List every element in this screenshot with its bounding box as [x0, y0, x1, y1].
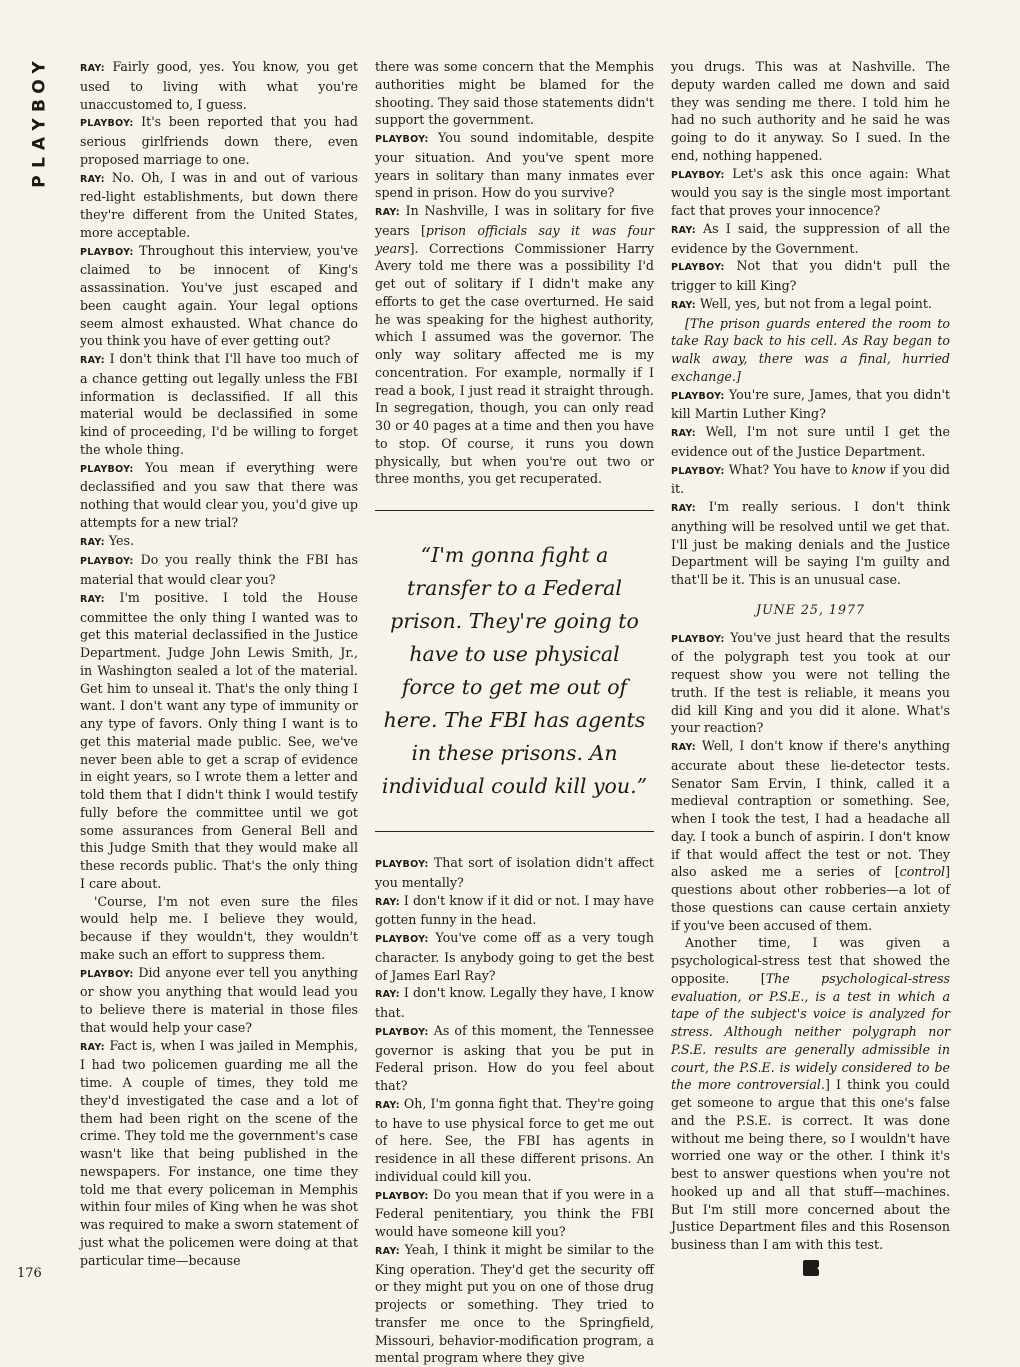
speaker-label: PLAYBOY:	[80, 556, 134, 568]
paragraph-text: if you did it.	[671, 461, 950, 497]
paragraph-text: You're sure, James, that you didn't kill Martin Luther King?	[671, 386, 950, 422]
speaker-label: RAY:	[671, 742, 696, 753]
paragraph	[80, 1037, 358, 1270]
paragraph-text: Let's ask this once again: What would you say is the single most important fact that proves your innocence?	[671, 165, 950, 218]
paragraph	[80, 350, 358, 459]
column-2	[375, 58, 654, 1367]
magazine-name-letter: B	[29, 99, 50, 112]
paragraph-text: ]. Corrections Commissioner Harry Avery told me there was a possibility I'd get out of solitary if I didn't make any efforts to get the case overturned. He said he was speaking for the highest authority, which I assumed was the governor. The only way solitary affected me is my concentration. For example, normally if I read a book, I just read it straight through. In segregation, though, you can only read 30 or 40 pages at a time and then you have to stop. Of course, it runs you down physically, but when you're out two or three months, you get recuperated.	[375, 240, 654, 487]
paragraph	[80, 532, 358, 552]
paragraph	[671, 58, 950, 165]
paragraph	[375, 58, 654, 129]
paragraph	[671, 423, 950, 461]
paragraph-text: What? You have to	[728, 461, 852, 477]
paragraph-text: It's been reported that you had serious girlfriends down there, even proposed marriage to one.	[80, 114, 358, 167]
paragraph-text: Did anyone ever tell you anything or show you anything that would lead you to believe there is material in those files that would help your case?	[80, 964, 358, 1035]
paragraph	[671, 295, 950, 315]
paragraph	[80, 893, 358, 964]
paragraph	[375, 1186, 654, 1241]
paragraph-text: I don't know if it did or not. I may have gotten funny in the head.	[375, 892, 654, 928]
pull-quote-top-rule	[375, 510, 654, 511]
paragraph	[375, 1095, 654, 1186]
paragraph-text: Yeah, I think it might be similar to the King operation. They'd get the security off or they might put you on one of those drug projects or something. They tried to transfer me once to the Springfield, Missouri, behavior-modification program, a mental program where they give	[375, 1241, 654, 1366]
paragraph	[375, 892, 654, 930]
speaker-label: RAY:	[671, 503, 696, 514]
paragraph	[80, 113, 358, 168]
paragraph	[671, 461, 950, 499]
paragraph-text: Fairly good, yes. You know, you get used to living with what you're unaccustomed to, I guess.	[80, 59, 358, 112]
speaker-label: RAY:	[671, 428, 696, 439]
paragraph-text: 'Course, I'm not even sure the files would help me. I believe they would, because if they wouldn't, they wouldn't make such an effort to suppress them.	[80, 893, 358, 962]
paragraph-text: In Nashville, I was in solitary for five years [	[375, 203, 654, 238]
paragraph	[80, 551, 358, 589]
paragraph-text: Yes.	[108, 532, 134, 548]
paragraph-text: You sound indomitable, despite your situation. And you've spent more years in solitary than many inmates ever spend in prison. How do you survive?	[375, 130, 654, 201]
pull-quote: “I'm gonna fight a transfer to a Federal prison. They're going to have to use physical force to get me out of here. The FBI has agents in these prisons. An individual could kill you.”	[381, 543, 648, 798]
rabbit-head-icon: ♣	[803, 1260, 819, 1276]
speaker-label: RAY:	[80, 355, 105, 366]
speaker-label: PLAYBOY:	[671, 169, 725, 181]
paragraph	[80, 58, 358, 113]
paragraph-text: Well, I don't know if there's anything accurate about these lie-detector tests. Senator Sam Ervin, I think, called it a medieval contraption or something. See, when I took the test, I had a headache all day. I took a bunch of aspirin. I don't know if that would affect the test or not. They also asked me a series of [	[671, 738, 950, 880]
speaker-label: PLAYBOY:	[80, 118, 134, 130]
dateline: JUNE 25, 1977	[756, 601, 865, 617]
paragraph-text: Fact is, when I was jailed in Memphis, I had two policemen guarding me all the time. A couple of times, they told me they'd investigated the case and a lot of them had been right on the scene of the crime. They told me the government's case wasn't like that being published in the newspapers. For instance, one time they told me that every policeman in Memphis within four miles of King when he was shot was required to make a sworn statement of just what the policemen were doing at that particular time—because	[80, 1037, 358, 1268]
italic-text: control	[899, 864, 946, 880]
speaker-label: PLAYBOY:	[671, 390, 725, 402]
paragraph	[671, 629, 950, 738]
magazine-name-letter: O	[29, 79, 50, 94]
paragraph-text: Well, yes, but not from a legal point.	[699, 295, 932, 311]
magazine-name-letter: Y	[29, 61, 50, 74]
column-1	[80, 58, 358, 1269]
speaker-label: RAY:	[671, 299, 696, 311]
column-3	[671, 58, 950, 1276]
speaker-label: PLAYBOY:	[80, 246, 134, 258]
speaker-label: PLAYBOY:	[375, 1190, 429, 1202]
paragraph	[671, 386, 950, 424]
speaker-label: RAY:	[80, 1041, 105, 1053]
paragraph-text: Do you really think the FBI has material that would clear you?	[80, 552, 358, 587]
paragraph-text: You mean if everything were declassified and you saw that there was nothing that would clear you, you'd give up attempts for a new trial?	[80, 459, 358, 530]
italic-text: prison officials say it was four years	[375, 222, 654, 256]
speaker-label: RAY:	[375, 989, 400, 1001]
paragraph-text: I'm really serious. I don't think anything will be resolved until we get that. I'll just be making denials and the Justice Department will be saying I'm guilty and that'll be it. This is an unusual case.	[671, 499, 950, 587]
column-3-part-b	[671, 386, 950, 589]
magazine-name-letter: A	[29, 136, 50, 151]
speaker-label: RAY:	[375, 1099, 400, 1111]
column-3-part-c	[671, 629, 950, 935]
speaker-label: RAY:	[80, 173, 105, 185]
speaker-label: RAY:	[80, 63, 105, 74]
magazine-name-letter: P	[29, 175, 50, 188]
column-3-part-a	[671, 58, 950, 315]
paragraph	[671, 737, 950, 934]
paragraph	[671, 220, 950, 258]
paragraph-text: I don't think that I'll have too much of a chance getting out legally unless the FBI information is declassified. If all this material would be declassified in some kind of proceeding, I'd be willing to forget the whole thing.	[80, 351, 358, 457]
speaker-label: RAY:	[671, 224, 696, 236]
paragraph	[375, 129, 654, 202]
paragraph	[375, 929, 654, 984]
paragraph-text: You've come off as a very tough character. Is anybody going to get the best of James Earl Ray?	[375, 930, 654, 983]
paragraph-text: As of this moment, the Tennessee governor is asking that you be put in Federal prison. How do you feel about that?	[375, 1022, 654, 1093]
paragraph	[375, 1022, 654, 1095]
speaker-label: PLAYBOY:	[80, 463, 134, 475]
column-2-bottom	[375, 854, 654, 1367]
paragraph: Another time, I was given a psychological-stress test that showed the opposite. [The psychological-stress evaluation, or P.S.E., is a test in which a tape of the subject's voice is analyzed for stress. Although neither polygraph nor P.S.E. results are generally admissible in court, the P.S.E. is widely considered to be the more controversial.] I think you could get someone to argue that this one's false and the P.S.E. is correct. It was done without me being there, so I wouldn't have worried one way or the other. I think it's best to answer questions when you're not hooked up and all that stuff—machines. But I'm still more concerned about the Justice Department files and this Rosenson business than I am with this test. ♣	[671, 935, 950, 1274]
speaker-label: PLAYBOY:	[375, 1026, 429, 1038]
speaker-label: PLAYBOY:	[375, 934, 429, 945]
paragraph-text: ] questions about other robberies—a lot of those questions can cause certain anxiety if you've been accused of them.	[671, 864, 950, 933]
paragraph-text: As I said, the suppression of all the evidence by the Government.	[671, 220, 950, 256]
speaker-label: PLAYBOY:	[671, 262, 725, 274]
paragraph-text: there was some concern that the Memphis authorities might be blamed for the shooting. They said those statements didn't support the government.	[375, 59, 654, 128]
paragraph-text: Do you mean that if you were in a Federal penitentiary, you think the FBI would have someone kill you?	[375, 1186, 654, 1239]
speaker-label: PLAYBOY:	[671, 465, 725, 477]
speaker-label: RAY:	[375, 896, 400, 908]
paragraph	[375, 1241, 654, 1367]
paragraph-text: Oh, I'm gonna fight that. They're going to have to use physical force to get me out of here. See, the FBI has agents in residence in all these different prisons. An individual could kill you.	[375, 1095, 654, 1184]
speaker-label: RAY:	[80, 536, 105, 548]
speaker-label: PLAYBOY:	[671, 633, 725, 645]
paragraph	[80, 242, 358, 351]
magazine-name-letter: Y	[29, 118, 50, 131]
speaker-label: RAY:	[375, 1245, 400, 1257]
paragraph-text: I don't know. Legally they have, I know that.	[375, 985, 654, 1020]
paragraph	[375, 202, 654, 488]
paragraph-text: Throughout this interview, you've claimed to be innocent of King's assassination. You've just escaped and been caught again. Your legal options seem almost exhausted. What chance do you think you have of ever getting out?	[80, 242, 358, 349]
paragraph	[375, 854, 654, 892]
column-2-top	[375, 58, 654, 488]
paragraph	[80, 589, 358, 893]
speaker-label: PLAYBOY:	[80, 968, 134, 980]
paragraph	[671, 498, 950, 589]
pull-quote-bottom-rule	[375, 831, 654, 832]
speaker-label: PLAYBOY:	[375, 859, 429, 870]
paragraph-text: Well, I'm not sure until I get the evidence out of the Justice Department.	[671, 424, 950, 459]
paragraph-text: That sort of isolation didn't affect you mentally?	[375, 855, 654, 890]
paragraph	[80, 459, 358, 532]
page-number: 176	[17, 1266, 42, 1281]
paragraph-text: No. Oh, I was in and out of various red-light establishments, but down there they're different from the United States, more acceptable.	[80, 169, 358, 240]
paragraph-text: You've just heard that the results of the polygraph test you took at our request show you were not telling the truth. If the test is reliable, it means you did kill King and you did it alone. What's your reaction?	[671, 629, 950, 736]
paragraph	[80, 169, 358, 242]
stage-direction: [The prison guards entered the room to take Ray back to his cell. As Ray began to walk away, there was a final, hurried exchange.]	[671, 315, 950, 384]
speaker-label: PLAYBOY:	[375, 134, 429, 145]
paragraph-text: Not that you didn't pull the trigger to kill King?	[671, 258, 950, 293]
magazine-name	[27, 58, 53, 191]
paragraph	[671, 165, 950, 220]
paragraph-text: I'm positive. I told the House committee the only thing I wanted was to get this material declassified in the Justice Department. Judge John Lewis Smith, Jr., in Washington sealed a lot of the material. Get him to unseal it. That's the only thing I want. I don't want any type of immunity or any type of favors. Only thing I want is to get this material made public. See, we've never been able to get a scrap of evidence in eight years, so I wrote them a letter and told them that I didn't think I would testify fully before the committee until we got some assurances from General Bell and this Judge Smith that they would make all these records public. That's the only thing I care about.	[80, 589, 358, 891]
paragraph	[80, 964, 358, 1037]
paragraph-text: you drugs. This was at Nashville. The deputy warden called me down and said they was sending me there. I told him he had no such authority and he said he was going to do it anyway. So I sued. In the end, nothing happened.	[671, 59, 950, 163]
magazine-name-letter: L	[29, 157, 50, 168]
speaker-label: RAY:	[80, 593, 105, 605]
paragraph	[375, 984, 654, 1022]
paragraph	[671, 257, 950, 295]
speaker-label: RAY:	[375, 207, 400, 218]
italic-text: know	[851, 461, 886, 477]
